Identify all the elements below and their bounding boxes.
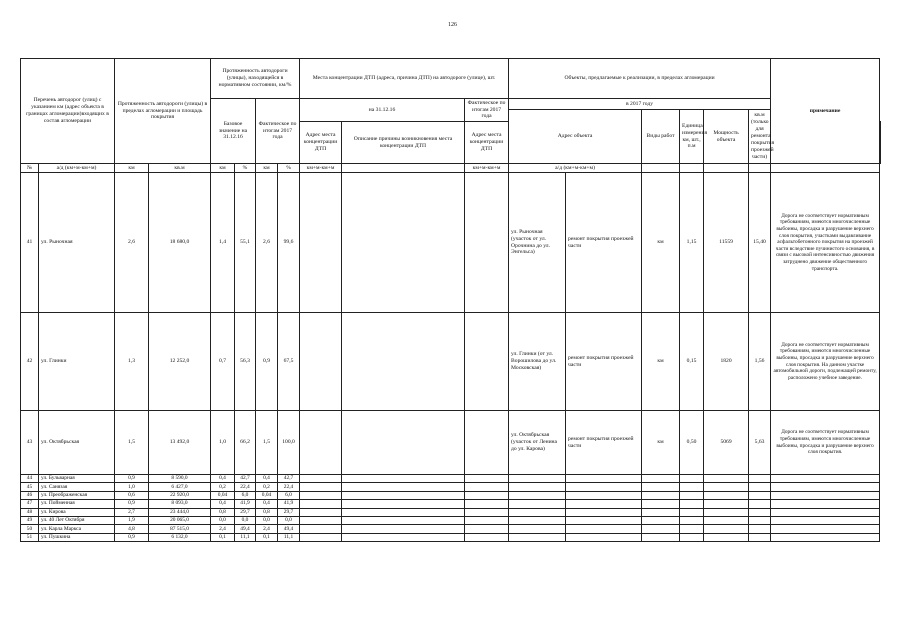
header-dtp-actual: Фактическое по итогам 2017 года (465, 99, 509, 122)
row-num: 50 (21, 525, 39, 533)
row-empty (680, 508, 704, 516)
row-base-km: 0,7 (211, 313, 235, 411)
row-empty (680, 483, 704, 491)
row-bp: 42,7 (235, 475, 256, 483)
row-ak: 0,4 (256, 475, 278, 483)
header-work: Виды работ (642, 110, 680, 164)
unit-ad2: а/д (км+м-км+м) (509, 164, 642, 173)
row-area: 1820 (704, 313, 749, 411)
row-km: 0,9 (115, 533, 149, 541)
row-sq: 8 093,0 (149, 500, 211, 508)
row-ak: 0,8 (256, 508, 278, 516)
row-empty (465, 516, 509, 524)
row-bp: 41,9 (235, 500, 256, 508)
row-sq: 6 427,0 (149, 483, 211, 491)
row-km: 1,0 (115, 483, 149, 491)
row-num: 41 (21, 173, 39, 313)
row-act-pct: 99,6 (278, 173, 300, 313)
row-empty (300, 411, 342, 475)
row-empty (704, 491, 749, 499)
row-base-km: 1,4 (211, 173, 235, 313)
row-empty (465, 475, 509, 483)
row-empty (300, 475, 342, 483)
row-unit: км (642, 173, 680, 313)
row-bk: 0,8 (211, 508, 235, 516)
row-empty (465, 491, 509, 499)
row-bp: 49,4 (235, 525, 256, 533)
row-bk: 0,04 (211, 491, 235, 499)
row-empty (771, 516, 880, 524)
row-empty (680, 491, 704, 499)
row-base-km: 1,0 (211, 411, 235, 475)
unit-pct2: % (278, 164, 300, 173)
row-empty (749, 483, 771, 491)
row-empty (509, 491, 566, 499)
row-name: ул. Пушкина (39, 533, 115, 541)
row-work: ремонт покрытия проезжей части (566, 313, 642, 411)
row-empty (680, 500, 704, 508)
row-empty (566, 500, 642, 508)
row-empty (566, 533, 642, 541)
row-empty (509, 475, 566, 483)
row-empty (300, 533, 342, 541)
row-name: ул. Карла Маркса (39, 525, 115, 533)
row-empty (704, 525, 749, 533)
header-dtp: Места концентрации ДТП (адреса, причина ДТП) на автодороге (улице), шт. (300, 59, 509, 99)
row-num: 43 (21, 411, 39, 475)
row-act-pct: 100,0 (278, 411, 300, 475)
unit-empty (342, 164, 465, 173)
row-empty (749, 533, 771, 541)
unit-empty (704, 164, 749, 173)
row-note: Дорога не соответствует нормативным требованиям, имеются многочисленные выбоины, просадка и разрушение верхнего слоя покрытия. На данном участке автомобильной дороги, подлежащей ремонту, расположено учебное заведение. (771, 313, 880, 411)
row-empty (342, 491, 465, 499)
row-ak: 2,4 (256, 525, 278, 533)
row-ap: 42,7 (278, 475, 300, 483)
row-empty (509, 508, 566, 516)
row-sq: 12 252,0 (149, 313, 211, 411)
row-empty (342, 500, 465, 508)
row-sq: 8 590,0 (149, 475, 211, 483)
row-bp: 22,4 (235, 483, 256, 491)
row-sq: 22 920,0 (149, 491, 211, 499)
row-empty (749, 525, 771, 533)
row-empty (566, 483, 642, 491)
row-empty (465, 173, 509, 313)
row-sq: 13 492,0 (149, 411, 211, 475)
row-empty (509, 500, 566, 508)
row-sq: 20 065,0 (149, 516, 211, 524)
row-act-km: 2,6 (256, 173, 278, 313)
row-name: ул. Санязая (39, 483, 115, 491)
row-empty (566, 516, 642, 524)
unit-kvm: кв.м (149, 164, 211, 173)
row-empty (465, 411, 509, 475)
row-empty (465, 525, 509, 533)
row-empty (566, 475, 642, 483)
row-empty (642, 508, 680, 516)
row-empty (680, 475, 704, 483)
row-empty (566, 508, 642, 516)
header-dtp-reason: Описание причины возникновения места концентрации ДТП (342, 122, 465, 164)
row-unit: км (642, 411, 680, 475)
table-row (21, 533, 881, 541)
row-empty (465, 313, 509, 411)
road-objects-table (20, 58, 881, 542)
row-note: Дорога не соответствует нормативным требованиям, имеются многочисленные выбоины, просадка и разрушение верхнего слоя покрытия. (771, 411, 880, 475)
row-bk: 0,0 (211, 516, 235, 524)
unit-km: км (115, 164, 149, 173)
row-cost: 5,63 (749, 411, 771, 475)
row-base-pct: 56,3 (235, 313, 256, 411)
row-empty (704, 475, 749, 483)
row-empty (704, 508, 749, 516)
row-note: Дорога не соответствует нормативным требованиям, имеются многочисленные выбоины, просадка и разрушение верхнего слоя покрытия, участками выдавливание асфальтобетонного покрытия на проезжей части вследствие пучинистого основания, в связи с высокой интенсивностью движения затруднено движение общественного транспорта. (771, 173, 880, 313)
row-name: ул. 40 Лет Октября (39, 516, 115, 524)
row-ak: 0,04 (256, 491, 278, 499)
row-empty (642, 483, 680, 491)
row-empty (465, 533, 509, 541)
unit-kmm2: км+м-км+м (465, 164, 509, 173)
row-base-pct: 66,2 (235, 411, 256, 475)
unit-empty (771, 164, 880, 173)
row-act-pct: 67,5 (278, 313, 300, 411)
row-obj-addr: ул. Рыночная (участок от ул. Орочнина до ул. Энгельса) (509, 173, 566, 313)
row-num: 47 (21, 500, 39, 508)
row-ap: 11,1 (278, 533, 300, 541)
row-empty (749, 475, 771, 483)
table-row (21, 491, 881, 499)
row-empty (342, 173, 465, 313)
row-bk: 2,4 (211, 525, 235, 533)
row-cost: 15,40 (749, 173, 771, 313)
unit-empty (642, 164, 680, 173)
row-empty (771, 491, 880, 499)
row-empty (566, 491, 642, 499)
row-empty (704, 483, 749, 491)
header-dtp-addr: Адрес места концентрации ДТП (300, 122, 342, 164)
row-empty (342, 533, 465, 541)
row-empty (342, 411, 465, 475)
header-unit: Единица измерения км, шт., п.м (680, 110, 704, 164)
row-name: ул. Пойменная (39, 500, 115, 508)
header-objects: Объекты, предлагаемые к реализации, в пределах агломерации (509, 59, 771, 99)
row-cap: 0,15 (680, 313, 704, 411)
row-num: 42 (21, 313, 39, 411)
header-area: кв.м (только для ремонта покрытия проезжей части) (749, 110, 771, 164)
row-work: ремонт покрытия проезжей части (566, 173, 642, 313)
row-empty (771, 508, 880, 516)
row-empty (704, 533, 749, 541)
table-row (21, 508, 881, 516)
row-empty (771, 533, 880, 541)
row-work: ремонт покрытия проезжей части (566, 411, 642, 475)
row-empty (509, 483, 566, 491)
table-row (21, 483, 881, 491)
row-empty (465, 508, 509, 516)
row-name: ул. Бульварная (39, 475, 115, 483)
row-empty (749, 516, 771, 524)
table-row (21, 411, 881, 475)
row-empty (642, 533, 680, 541)
header-normative: Протяженность автодороги (улицы), находящейся в нормативном состоянии, км/% (211, 59, 300, 99)
row-ak: 0,4 (256, 500, 278, 508)
row-empty (771, 483, 880, 491)
row-bp: 29,7 (235, 508, 256, 516)
row-km: 0,6 (115, 491, 149, 499)
row-num: 45 (21, 483, 39, 491)
row-ap: 22,4 (278, 483, 300, 491)
row-km: 1,5 (115, 411, 149, 475)
unit-num: № (21, 164, 39, 173)
row-sq: 6 132,0 (149, 533, 211, 541)
row-empty (465, 500, 509, 508)
table-row (21, 313, 881, 411)
row-ap: 41,9 (278, 500, 300, 508)
row-empty (509, 516, 566, 524)
row-empty (704, 516, 749, 524)
row-empty (465, 483, 509, 491)
table-row (21, 475, 881, 483)
table-row (21, 500, 881, 508)
header-base: Базовое значение на 31.12.16 (211, 99, 256, 164)
row-name: ул. Преображенская (39, 491, 115, 499)
header-obj-addr: Адрес объекта (509, 110, 642, 164)
row-sq: 87 515,0 (149, 525, 211, 533)
row-act-km: 0,9 (256, 313, 278, 411)
row-sq: 18 680,0 (149, 173, 211, 313)
row-bp: 0,0 (235, 516, 256, 524)
row-empty (680, 525, 704, 533)
header-2017: в 2017 году (509, 99, 771, 110)
row-empty (642, 491, 680, 499)
row-ak: 0,0 (256, 516, 278, 524)
row-sq: 23 444,0 (149, 508, 211, 516)
unit-kmm: км+м-км+м (300, 164, 342, 173)
header-dtp-addr2: Адрес места концентрации ДТП (465, 122, 509, 164)
header-list: Перечень автодорог (улиц) с указанием км (адрес объекта в границах агломерации)входящих в состав агломерации (21, 59, 115, 164)
row-empty (680, 533, 704, 541)
row-empty (342, 483, 465, 491)
row-num: 48 (21, 508, 39, 516)
row-empty (642, 475, 680, 483)
row-empty (300, 483, 342, 491)
row-name: ул. Кирова (39, 508, 115, 516)
row-bp: 6,0 (235, 491, 256, 499)
row-empty (642, 525, 680, 533)
row-num: 46 (21, 491, 39, 499)
row-empty (642, 516, 680, 524)
row-empty (300, 491, 342, 499)
row-empty (566, 525, 642, 533)
row-empty (342, 475, 465, 483)
row-empty (300, 313, 342, 411)
row-cost: 1,56 (749, 313, 771, 411)
row-area: 5069 (704, 411, 749, 475)
unit-km2: км (211, 164, 235, 173)
table-row (21, 525, 881, 533)
row-empty (749, 491, 771, 499)
header-capacity: Мощность объекта (704, 110, 749, 164)
row-act-km: 1,5 (256, 411, 278, 475)
row-bk: 0,1 (211, 533, 235, 541)
row-bk: 0,2 (211, 483, 235, 491)
row-empty (300, 500, 342, 508)
row-name: ул. Октябрьская (39, 411, 115, 475)
row-empty (509, 525, 566, 533)
row-num: 49 (21, 516, 39, 524)
row-empty (342, 508, 465, 516)
row-bp: 11,1 (235, 533, 256, 541)
row-empty (771, 475, 880, 483)
row-empty (509, 533, 566, 541)
row-empty (771, 500, 880, 508)
row-bk: 0,4 (211, 475, 235, 483)
row-cap: 0,50 (680, 411, 704, 475)
row-obj-addr: ул. Октябрьская (участок от Ленина до ул. Карова) (509, 411, 566, 475)
row-km: 0,9 (115, 475, 149, 483)
header-length: Протяженность автодороги (улицы) в пределах агломерации и площадь покрытия (115, 59, 211, 164)
unit-ad: а/д (км+м-км+м) (39, 164, 115, 173)
row-name: ул. Рыночная (39, 173, 115, 313)
row-ap: 49,4 (278, 525, 300, 533)
row-empty (771, 525, 880, 533)
row-km: 0,9 (115, 500, 149, 508)
header-dtp-date: на 31.12.16 (300, 99, 465, 122)
row-empty (300, 525, 342, 533)
row-name: ул. Глинки (39, 313, 115, 411)
row-empty (300, 516, 342, 524)
table-row (21, 173, 881, 313)
row-empty (342, 313, 465, 411)
row-area: 11559 (704, 173, 749, 313)
row-km: 4,8 (115, 525, 149, 533)
row-empty (680, 516, 704, 524)
row-num: 44 (21, 475, 39, 483)
table-row (21, 516, 881, 524)
row-empty (749, 508, 771, 516)
row-empty (300, 173, 342, 313)
header-cost (880, 122, 881, 164)
row-km: 2,7 (115, 508, 149, 516)
row-empty (342, 516, 465, 524)
row-km: 2,6 (115, 173, 149, 313)
row-cap: 1,15 (680, 173, 704, 313)
row-unit: км (642, 313, 680, 411)
row-empty (300, 508, 342, 516)
header-actual: Фактическое по итогам 2017 года (256, 99, 300, 164)
row-ap: 29,7 (278, 508, 300, 516)
row-km: 1,9 (115, 516, 149, 524)
row-base-pct: 55,1 (235, 173, 256, 313)
row-bk: 0,4 (211, 500, 235, 508)
row-obj-addr: ул. Глинки (от ул. Ворошилова до ул. Московская) (509, 313, 566, 411)
row-ak: 0,1 (256, 533, 278, 541)
row-empty (704, 500, 749, 508)
row-empty (642, 500, 680, 508)
row-num: 51 (21, 533, 39, 541)
page-number: 126 (448, 22, 457, 28)
row-ak: 0,2 (256, 483, 278, 491)
row-empty (342, 525, 465, 533)
row-ap: 0,0 (278, 516, 300, 524)
row-ap: 6,0 (278, 491, 300, 499)
unit-pct: % (235, 164, 256, 173)
row-empty (749, 500, 771, 508)
header-note: примечание (771, 59, 880, 164)
unit-empty (749, 164, 771, 173)
unit-km3: км (256, 164, 278, 173)
row-km: 1,3 (115, 313, 149, 411)
unit-empty (680, 164, 704, 173)
